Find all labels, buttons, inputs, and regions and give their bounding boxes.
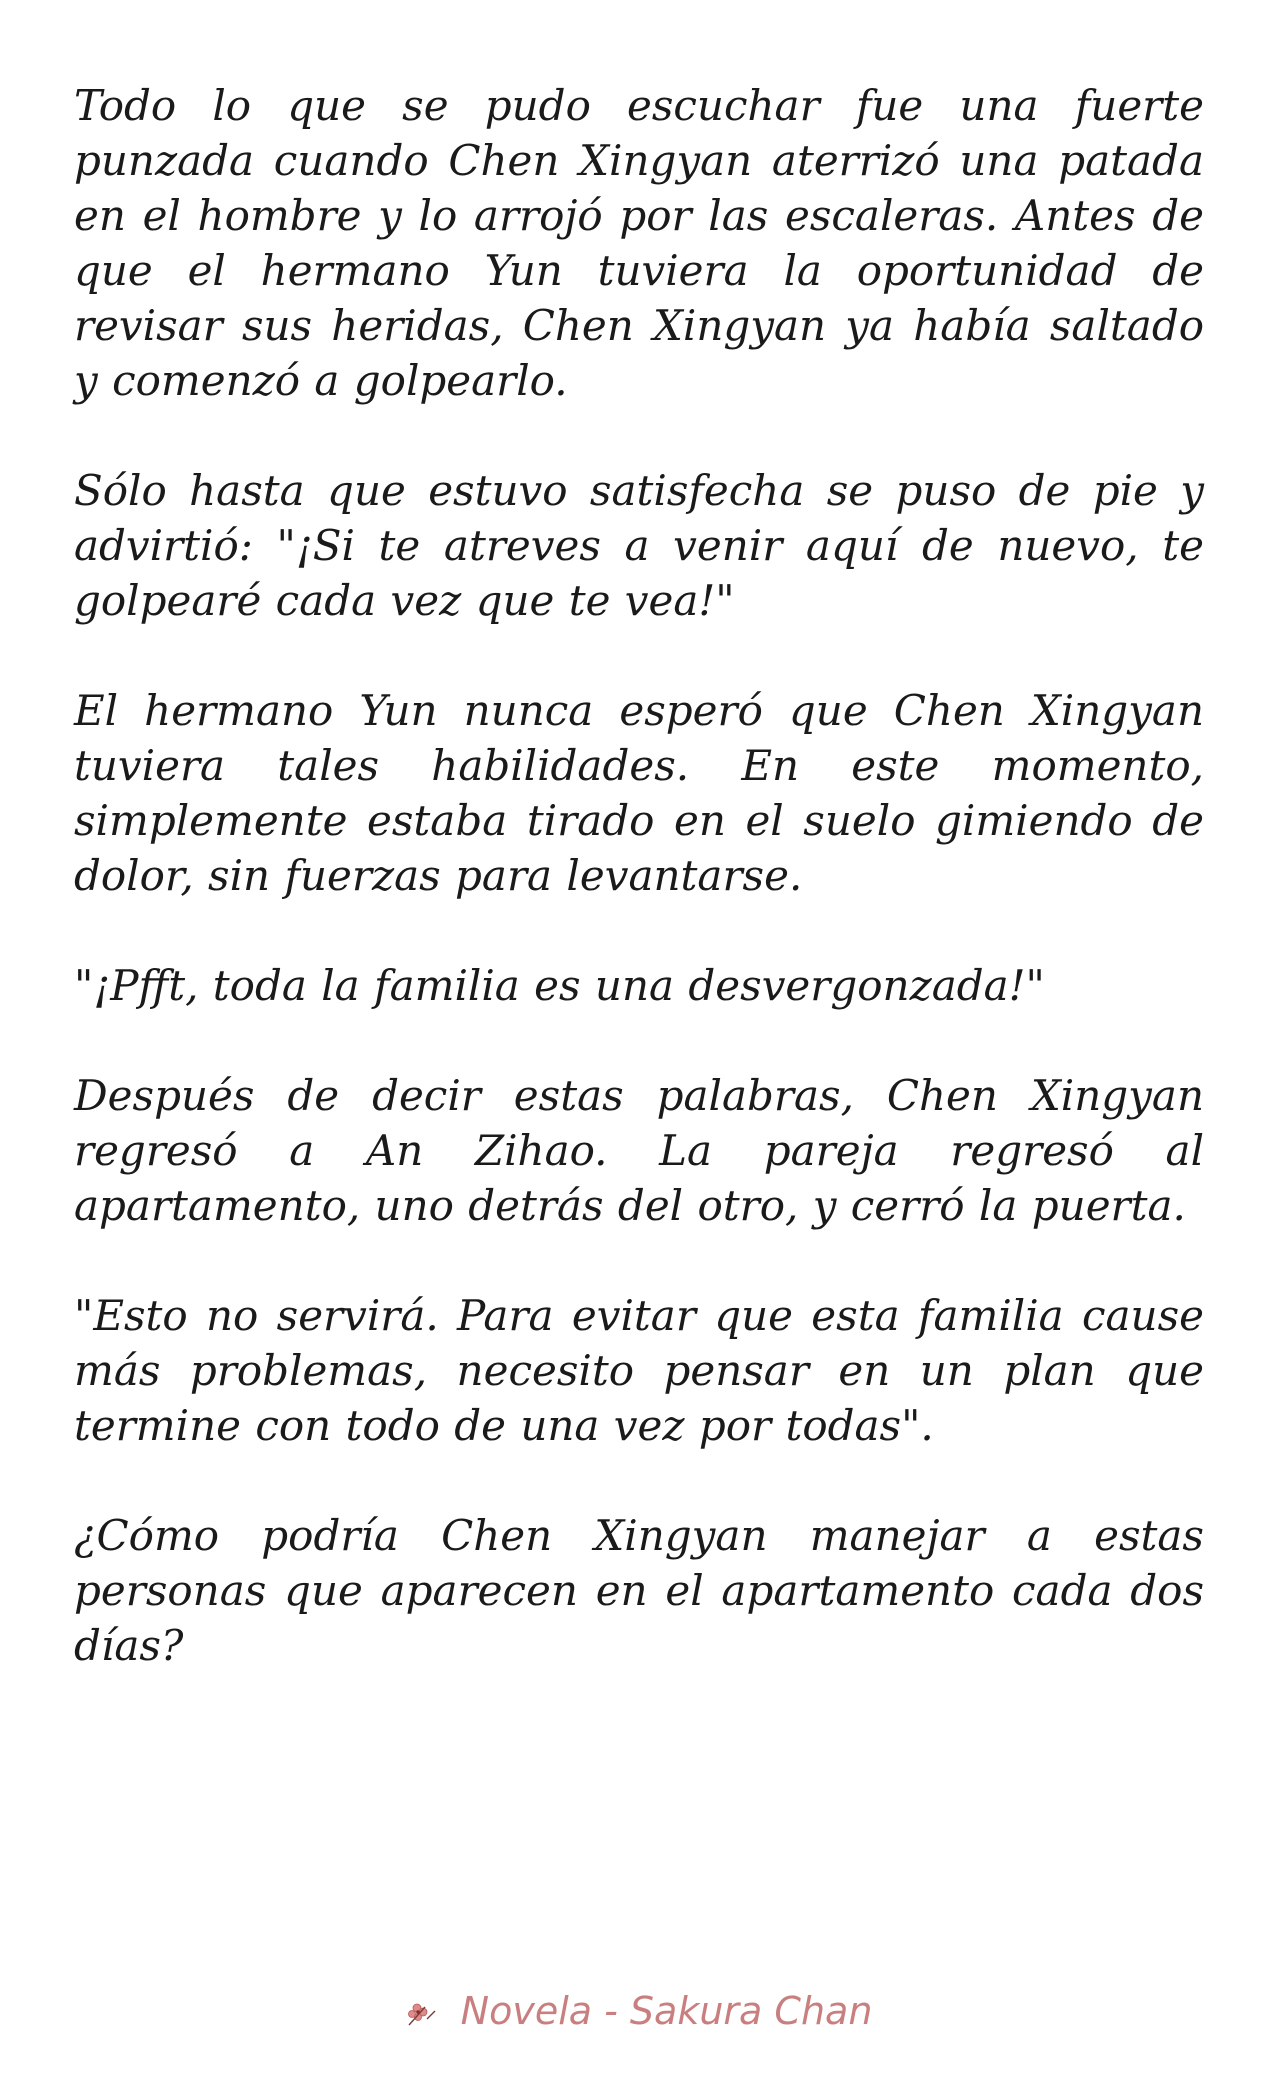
paragraph-5: Después de decir estas palabras, Chen Xingyan regresó a An Zihao. La pareja regresó al apartamento, uno detrás del otro, y cerró la puerta. bbox=[74, 1071, 1204, 1230]
sakura-flower-icon bbox=[403, 1999, 443, 2029]
paragraph-4: "¡Pfft, toda la familia es una desvergonzada!" bbox=[74, 961, 1045, 1010]
story-text bbox=[74, 78, 1204, 1728]
paragraph-7: ¿Cómo podría Chen Xingyan manejar a estas personas que aparecen en el apartamento cada dos días? bbox=[74, 1511, 1204, 1670]
paragraph-3: El hermano Yun nunca esperó que Chen Xingyan tuviera tales habilidades. En este momento, simplemente estaba tirado en el suelo gimiendo de dolor, sin fuerzas para levantarse. bbox=[74, 686, 1204, 900]
paragraph-2: Sólo hasta que estuvo satisfecha se puso de pie y advirtió: "¡Si te atreves a venir aquí de nuevo, te golpearé cada vez que te vea!" bbox=[74, 466, 1204, 625]
paragraph-1: Todo lo que se pudo escuchar fue una fuerte punzada cuando Chen Xingyan aterrizó una patada en el hombre y lo arrojó por las escaleras. Antes de que el hermano Yun tuviera la oportunidad de revisar sus heridas, Chen Xingyan ya había saltado y comenzó a golpearlo. bbox=[74, 81, 1204, 405]
watermark-footer bbox=[0, 1988, 1275, 2034]
footer-text: Novela - Sakura Chan bbox=[460, 1989, 873, 2033]
paragraph-6: "Esto no servirá. Para evitar que esta familia cause más problemas, necesito pensar en un plan que termine con todo de una vez por todas". bbox=[74, 1291, 1204, 1450]
